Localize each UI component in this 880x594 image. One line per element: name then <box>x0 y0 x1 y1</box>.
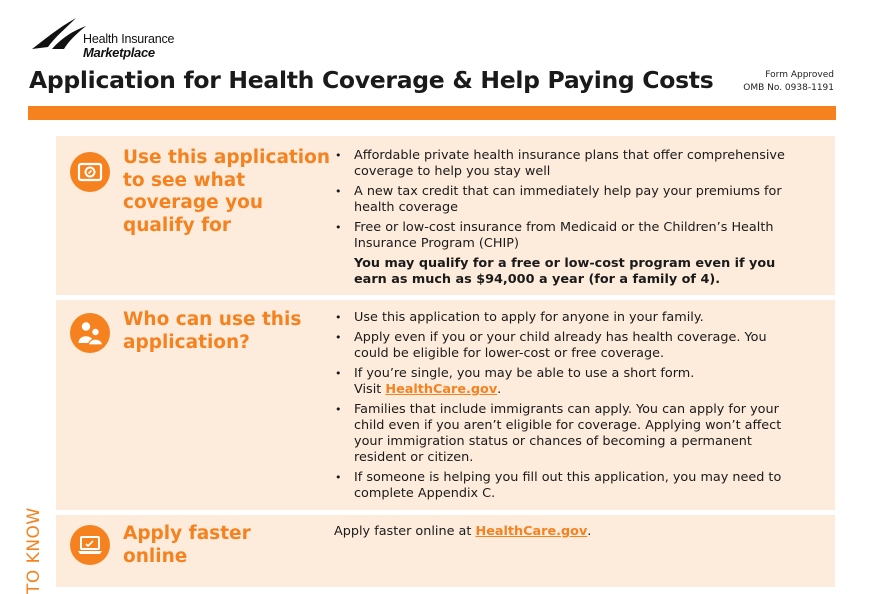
visit-text: Visit <box>354 382 382 397</box>
healthcare-gov-link[interactable]: HealthCare.gov <box>385 382 498 397</box>
section-apply-heading <box>123 523 251 568</box>
logo-swoosh-icon <box>30 16 90 56</box>
section-apply-online <box>56 515 835 587</box>
laptop-icon <box>70 525 110 565</box>
list-item: • Families that include immigrants can apply. You can apply for your child even if you aren’t eligible for coverage. Applying won’t affect your immigration status or chances of becoming a permanent resident or citizen. <box>334 402 804 466</box>
list-item: • If someone is helping you fill out this application, you may need to complete Appendix C. <box>334 470 804 502</box>
money-icon <box>70 152 110 192</box>
who-bullet-list <box>334 310 804 506</box>
list-item: • Free or low-cost insurance from Medicaid or the Children’s Health Insurance Program (CHIP) <box>334 220 804 252</box>
heading-line: application? <box>123 331 250 353</box>
heading-line: to see what <box>123 169 246 191</box>
coverage-bullet-list <box>334 148 804 292</box>
list-item: • Use this application to apply for anyone in your family. <box>334 310 804 326</box>
omb-number-text: OMB No. 0938-1191 <box>743 82 834 93</box>
heading-line: coverage you <box>123 192 264 213</box>
marketplace-logo <box>30 16 210 64</box>
period-text: . <box>587 524 592 539</box>
heading-line: Who can use this <box>123 309 302 330</box>
list-item <box>334 366 804 398</box>
list-item: • A new tax credit that can immediately help pay your premiums for health coverage <box>334 184 804 216</box>
apply-online-text <box>334 524 591 540</box>
side-label-text: TO KNOW <box>24 507 44 594</box>
page-title: Application for Health Coverage & Help Paying Costs <box>29 66 714 94</box>
heading-line: qualify for <box>123 214 232 236</box>
people-icon <box>70 313 110 353</box>
section-coverage <box>56 136 835 295</box>
short-form-text: If you’re single, you may be able to use a short form. <box>354 366 695 381</box>
period-text: . <box>497 382 502 397</box>
heading-line: Use this application <box>123 147 330 168</box>
form-approved-text: Form Approved <box>765 70 834 80</box>
heading-line: Apply faster <box>123 523 251 544</box>
apply-online-prefix: Apply faster online at <box>334 524 472 539</box>
section-coverage-heading <box>123 147 330 237</box>
omb-notice <box>743 69 834 94</box>
logo-line-1: Health Insurance <box>83 32 175 46</box>
header-divider-bar <box>28 106 836 120</box>
section-who-can-use <box>56 300 835 510</box>
section-who-heading <box>123 309 301 354</box>
heading-line: online <box>123 545 188 567</box>
list-item: • Apply even if you or your child already has health coverage. You could be eligible for lower-cost or free coverage. <box>334 330 804 362</box>
healthcare-gov-link[interactable]: HealthCare.gov <box>475 524 588 539</box>
side-label <box>20 506 54 594</box>
income-emphasis-text: You may qualify for a free or low-cost program even if you earn as much as $94,000 a year (for a family of 4). <box>354 256 776 287</box>
logo-line-2: Marketplace <box>83 45 155 60</box>
list-item: • Affordable private health insurance plans that offer comprehensive coverage to help you stay well <box>334 148 804 180</box>
